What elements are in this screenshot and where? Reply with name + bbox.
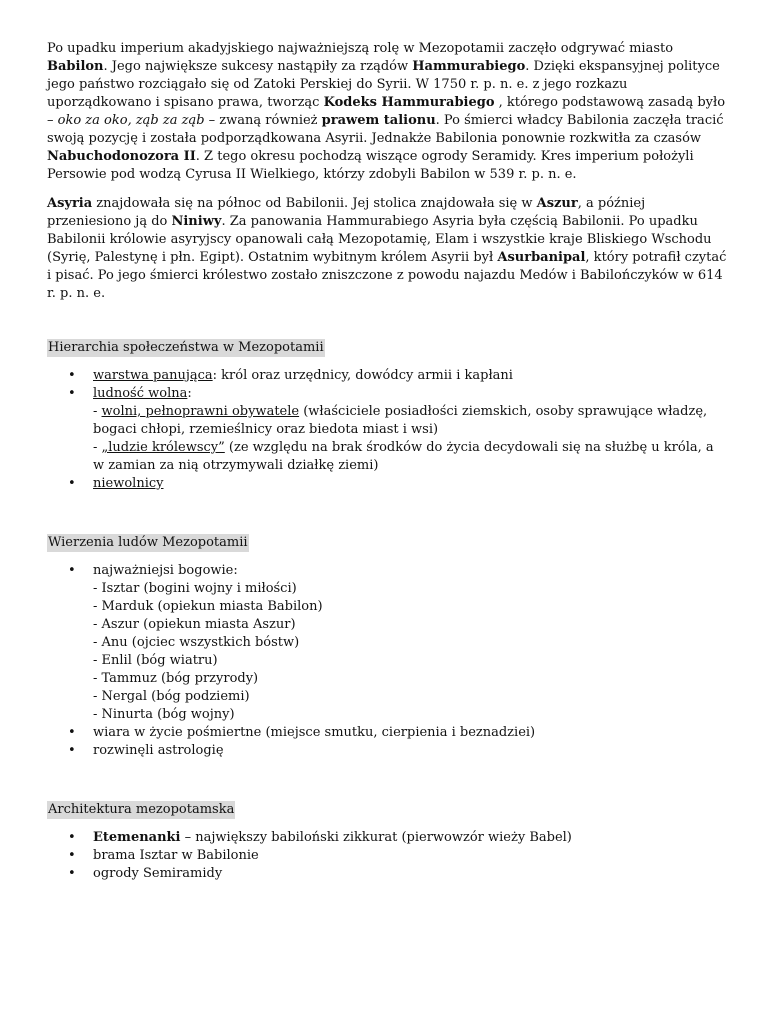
- bullet-list: [47, 562, 727, 760]
- section-heading: Wierzenia ludów Mezopotamii: [48, 535, 248, 550]
- god-item: - Marduk (opiekun miasta Babilon): [93, 599, 323, 614]
- text-run: . Jego największe sukcesy nastąpiły za rządów: [103, 59, 413, 74]
- list-item: [47, 385, 727, 475]
- text-run: . Dzięki ekspansyjnej polityce jego państwo rozciągało się od Zatoki Perskiej do Syrii. W 1750 r. p. n. e. z jego rozkazu uporządkowano i spisano prawa, tworząc: [47, 59, 720, 110]
- bold-term: Asurbanipal: [497, 250, 586, 265]
- text-run: znajdowała się na północ od Babilonii. Jej stolica znajdowała się w: [92, 196, 537, 211]
- section-beliefs: [47, 534, 727, 760]
- bold-term: prawem talionu: [321, 113, 436, 128]
- god-item: - Enlil (bóg wiatru): [93, 653, 218, 668]
- text-run: . Z tego okresu pochodzą wiszące ogrody Seramidy. Kres imperium położyli Persowie pod wodzą Cyrusa II Wielkiego, którzy zdobyli Babilon w 539 r. p. n. e.: [47, 149, 694, 182]
- text-run: Po upadku imperium akadyjskiego najważniejszą rolę w Mezopotamii zaczęło odgrywać miasto: [47, 41, 674, 56]
- bold-term: Asyria: [47, 196, 93, 211]
- text-run: :: [187, 386, 192, 401]
- section-heading: Hierarchia społeczeństwa w Mezopotamii: [48, 340, 324, 355]
- sub-item: [93, 403, 727, 439]
- list-item: • rozwinęli astrologię: [47, 742, 727, 760]
- italic-quote: oko za oko, ząb za ząb: [57, 113, 205, 128]
- list-item: [47, 562, 727, 724]
- dash: -: [93, 440, 102, 455]
- text-run: , którego podstawową zasadą było –: [47, 95, 726, 128]
- list-item: • brama Isztar w Babilonie: [47, 847, 727, 865]
- bold-term: Hammurabiego: [412, 59, 526, 74]
- bold-term: Etemenanki: [93, 830, 181, 845]
- text-run: . Za panowania Hammurabiego Asyria była częścią Babilonii. Po upadku Babilonii królowie asyryjscy opanowali całą Mezopotamię, Elam i wszystkie kraje Bliskiego Wschodu (Syrię, Palestynę i płn. Egipt). Ostatnim wybitnym królem Asyrii był: [47, 214, 712, 265]
- god-item: - Anu (ojciec wszystkich bóstw): [93, 635, 300, 650]
- underlined-term: „ludzie królewscy”: [101, 440, 225, 455]
- bold-term: Aszur: [536, 196, 578, 211]
- text-run: , a później przeniesiono ją do: [47, 196, 646, 229]
- god-item: - Isztar (bogini wojny i miłości): [93, 581, 297, 596]
- list-item: • ogrody Semiramidy: [47, 865, 727, 883]
- underlined-term: warstwa panująca: [93, 368, 213, 383]
- list-item: [47, 475, 727, 493]
- underlined-term: niewolnicy: [93, 476, 164, 491]
- bold-term: Niniwy: [171, 214, 222, 229]
- text-run: : król oraz urzędnicy, dowódcy armii i kapłani: [212, 368, 513, 383]
- god-item: - Nergal (bóg podziemi): [93, 689, 250, 704]
- underlined-term: ludność wolna: [93, 386, 188, 401]
- paragraph-assyria: [47, 195, 727, 303]
- god-item: - Aszur (opiekun miasta Aszur): [93, 617, 296, 632]
- text-run: – największy babiloński zikkurat (pierwowzór wieży Babel): [180, 830, 572, 845]
- list-item: • wiara w życie pośmiertne (miejsce smutku, cierpienia i beznadziei): [47, 724, 727, 742]
- dash: -: [93, 404, 102, 419]
- section-architecture: [47, 801, 727, 883]
- text-run: , który potrafił czytać i pisać. Po jego śmierci królestwo zostało zniszczone z powodu najazdu Medów i Babilończyków w 614 r. p. n. e.: [47, 250, 727, 301]
- underlined-term: wolni, pełnoprawni obywatele: [101, 404, 300, 419]
- section-heading: Architektura mezopotamska: [48, 802, 235, 817]
- text-run: . Po śmierci władcy Babilonia zaczęła tracić swoją pozycję i została podporządkowana Asyrii. Jednakże Babilonia ponownie rozkwitła za czasów: [47, 113, 724, 146]
- bold-term: Babilon: [47, 59, 104, 74]
- text-run: najważniejsi bogowie:: [93, 563, 238, 578]
- bold-term: Kodeks Hammurabiego: [323, 95, 495, 110]
- bold-term: Nabuchodonozora II: [47, 149, 196, 164]
- sub-item: [93, 439, 727, 475]
- section-society: [47, 339, 727, 493]
- paragraph-babylon: [47, 40, 727, 184]
- text-run: (ze względu na brak środków do życia decydowali się na służbę u króla, a w zamian za nią otrzymywali działkę ziemi): [93, 440, 714, 473]
- document-page: [47, 40, 727, 883]
- god-item: - Ninurta (bóg wojny): [93, 707, 235, 722]
- list-item: [47, 367, 727, 385]
- text-run: – zwaną również: [204, 113, 322, 128]
- bullet-list: [47, 829, 727, 883]
- text-run: (właściciele posiadłości ziemskich, osoby sprawujące władzę, bogaci chłopi, rzemieślnicy oraz biedota miast i wsi): [93, 404, 708, 437]
- god-item: - Tammuz (bóg przyrody): [93, 671, 259, 686]
- list-item: [47, 829, 727, 847]
- bullet-list: [47, 367, 727, 493]
